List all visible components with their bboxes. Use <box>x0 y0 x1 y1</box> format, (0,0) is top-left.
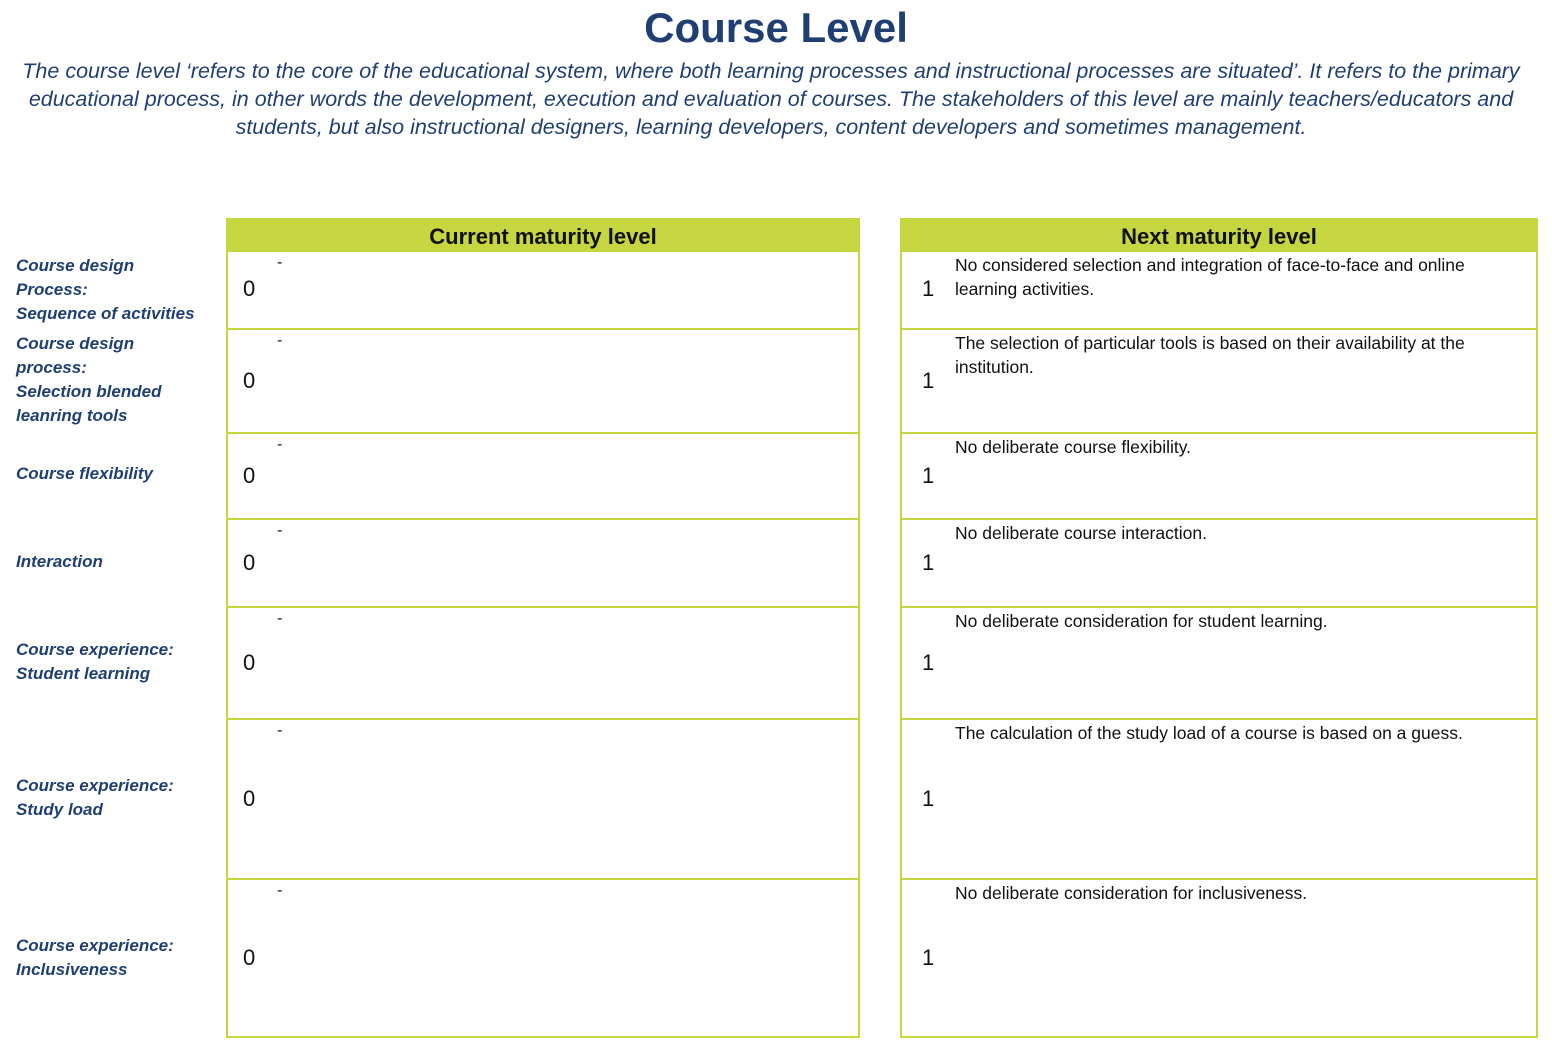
next-level-cell <box>902 252 1536 328</box>
next-level-cell <box>902 606 1536 718</box>
next-level-description: No deliberate course interaction. <box>955 523 1207 543</box>
current-level-description: - <box>277 882 283 899</box>
current-level-value: 0 <box>243 786 256 811</box>
next-level-description: No deliberate consideration for inclusiveness. <box>955 883 1308 903</box>
row-label <box>16 550 221 574</box>
next-level-description: No deliberate course flexibility. <box>955 437 1192 457</box>
row-label-line: Course experience: <box>16 776 174 795</box>
row-label <box>16 462 221 486</box>
next-level-value: 1 <box>922 945 935 970</box>
intro-paragraph: The course level ‘refers to the core of the educational system, where both learning processes and instructional processes are situated’. It refers to the primary educational process, in other words the development, execution and evaluation of courses. The stakeholders of this level are mainly teachers/educators and students, but also instructional designers, learning developers, content developers and sometimes management. <box>22 59 1520 139</box>
current-level-description: - <box>277 436 283 453</box>
next-level-description: The selection of particular tools is based on their availability at the institution. <box>955 333 1465 377</box>
next-maturity-header: Next maturity level <box>902 220 1536 252</box>
current-level-cell <box>228 432 858 518</box>
row-label <box>16 934 221 982</box>
current-level-value: 0 <box>243 650 256 675</box>
current-maturity-panel <box>226 218 860 1038</box>
row-label <box>16 774 221 822</box>
row-label-line: Course design <box>16 334 135 353</box>
next-level-value: 1 <box>922 276 935 301</box>
current-level-cell <box>228 878 858 1036</box>
next-level-value: 1 <box>922 368 935 393</box>
row-label-line: Student learning <box>16 664 151 683</box>
current-level-description: - <box>277 522 283 539</box>
row-label-line: Course experience: <box>16 936 174 955</box>
row-label <box>16 638 221 686</box>
row-label-line: Course design <box>16 256 135 275</box>
next-level-cell <box>902 432 1536 518</box>
current-level-cell <box>228 718 858 878</box>
current-level-cell <box>228 606 858 718</box>
row-label <box>16 332 221 428</box>
next-level-value: 1 <box>922 650 935 675</box>
row-label-line: leanring tools <box>16 406 128 425</box>
row-label-line: process: <box>16 358 87 377</box>
current-level-description: - <box>277 610 283 627</box>
next-level-description: No considered selection and integration of face-to-face and online learning activities. <box>955 255 1465 299</box>
current-level-description: - <box>277 722 283 739</box>
current-level-value: 0 <box>243 945 256 970</box>
next-level-cell <box>902 878 1536 1036</box>
current-level-value: 0 <box>243 368 256 393</box>
current-level-value: 0 <box>243 463 256 488</box>
current-maturity-cells <box>228 252 858 1036</box>
row-label-line: Interaction <box>16 552 103 571</box>
next-level-value: 1 <box>922 463 935 488</box>
row-label-line: Course experience: <box>16 640 174 659</box>
row-label-line: Sequence of activities <box>16 304 195 323</box>
row-label-line: Selection blended <box>16 382 162 401</box>
current-level-value: 0 <box>243 550 256 575</box>
current-level-description: - <box>277 332 283 349</box>
next-level-cell <box>902 718 1536 878</box>
current-level-cell <box>228 252 858 328</box>
next-level-cell <box>902 518 1536 606</box>
next-maturity-cells <box>902 252 1536 1036</box>
next-level-cell <box>902 328 1536 432</box>
row-label-line: Study load <box>16 800 103 819</box>
page-title: Course Level <box>644 4 908 51</box>
next-level-value: 1 <box>922 550 935 575</box>
current-level-description: - <box>277 254 283 271</box>
row-label-line: Course flexibility <box>16 464 153 483</box>
row-label <box>16 254 221 326</box>
next-level-description: The calculation of the study load of a course is based on a guess. <box>955 723 1463 743</box>
next-level-description: No deliberate consideration for student learning. <box>955 611 1328 631</box>
next-maturity-panel <box>900 218 1538 1038</box>
current-level-value: 0 <box>243 276 256 301</box>
next-level-value: 1 <box>922 786 935 811</box>
row-label-line: Process: <box>16 280 88 299</box>
current-level-cell <box>228 518 858 606</box>
row-label-line: Inclusiveness <box>16 960 128 979</box>
current-level-cell <box>228 328 858 432</box>
current-maturity-header: Current maturity level <box>228 220 858 252</box>
